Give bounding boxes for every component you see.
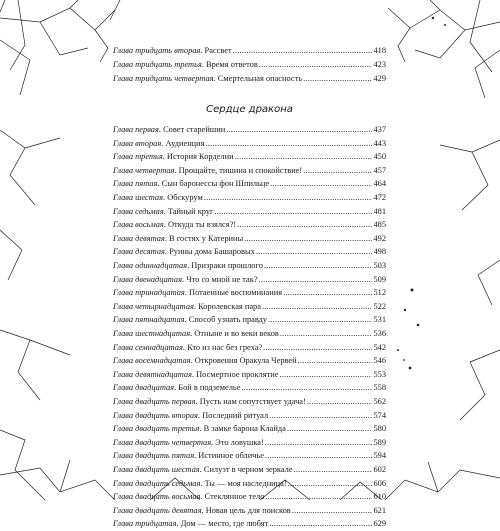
toc-entry[interactable] bbox=[113, 395, 386, 409]
chapter-title: . Совет старейшин bbox=[158, 125, 226, 134]
page-number: 492 bbox=[373, 233, 386, 243]
chapter-label: Глава четвертая bbox=[113, 165, 175, 175]
chapter-label: Глава девятая bbox=[113, 233, 165, 243]
chapter-title: . Руины дома Башаровых bbox=[164, 247, 255, 257]
toc-entry[interactable] bbox=[113, 490, 386, 504]
toc-entry[interactable] bbox=[113, 218, 386, 232]
page-number: 423 bbox=[373, 60, 386, 69]
leader-dots bbox=[265, 436, 373, 450]
chapter-title: . Обскурум bbox=[163, 193, 203, 202]
chapter-title: . Это ловушка! bbox=[211, 437, 264, 447]
toc-entry[interactable] bbox=[113, 245, 386, 259]
leader-dots bbox=[270, 177, 372, 191]
toc-entry[interactable] bbox=[113, 504, 386, 518]
chapter-title: . Новая цель для поисков bbox=[201, 505, 291, 515]
toc-entry[interactable] bbox=[113, 232, 386, 246]
page-number: 621 bbox=[373, 505, 386, 515]
section-title: Сердце дракона bbox=[206, 104, 293, 115]
leader-dots bbox=[264, 259, 373, 273]
chapter-title: . Силуэт в черном зеркале bbox=[199, 465, 293, 474]
toc-entry[interactable] bbox=[113, 205, 386, 219]
chapter-label: Глава двадцать вторая bbox=[113, 410, 198, 420]
leader-dots bbox=[235, 150, 373, 164]
chapter-title: . Сын баронессы фон Шпильце bbox=[157, 179, 270, 189]
chapter-title: . Отныне и во веки веков bbox=[190, 329, 279, 338]
page-number: 457 bbox=[373, 165, 386, 175]
chapter-title: . Королевская пара bbox=[193, 301, 261, 311]
toc-entry[interactable] bbox=[113, 286, 386, 300]
toc-entry[interactable] bbox=[113, 164, 386, 178]
leader-dots bbox=[280, 327, 373, 341]
chapter-label: Глава тридцать вторая bbox=[113, 46, 201, 55]
page-number: 429 bbox=[373, 74, 386, 83]
chapter-label: Глава третья bbox=[113, 152, 163, 162]
chapter-label: Глава двенадцатая bbox=[113, 274, 182, 284]
leader-dots bbox=[288, 477, 373, 491]
leader-dots bbox=[256, 245, 373, 259]
toc-entry[interactable] bbox=[113, 273, 386, 287]
page-number: 589 bbox=[373, 437, 386, 447]
page-number: 418 bbox=[373, 46, 386, 55]
page-number: 503 bbox=[373, 261, 386, 270]
chapter-label: Глава двадцать третья bbox=[113, 424, 200, 434]
toc-entry[interactable] bbox=[113, 341, 386, 355]
toc-entry[interactable] bbox=[113, 449, 386, 463]
chapter-title: . Призраки прошлого bbox=[187, 261, 263, 270]
chapter-label: Глава вторая bbox=[113, 138, 162, 148]
leader-dots bbox=[206, 137, 373, 151]
page-number: 546 bbox=[373, 356, 386, 366]
toc-entry[interactable] bbox=[113, 354, 386, 368]
toc-entry[interactable] bbox=[113, 177, 386, 191]
page-number: 512 bbox=[373, 288, 386, 298]
leader-dots bbox=[283, 286, 372, 300]
leader-dots bbox=[307, 395, 373, 409]
chapter-label: Глава шестая bbox=[113, 193, 163, 202]
page-number: 542 bbox=[373, 342, 386, 352]
chapter-label: Глава пятнадцатая bbox=[113, 315, 185, 325]
chapter-label: Глава первая bbox=[113, 125, 159, 134]
leader-dots bbox=[244, 232, 372, 246]
page-number: 443 bbox=[373, 138, 386, 148]
toc-entry[interactable] bbox=[113, 259, 386, 273]
chapter-title: . Откровения Оракула Червей bbox=[190, 356, 297, 366]
chapter-label: Глава восемнадцатая bbox=[113, 356, 191, 366]
toc-entry[interactable] bbox=[113, 517, 386, 531]
toc-entry[interactable] bbox=[113, 137, 386, 151]
toc-entry[interactable] bbox=[113, 44, 386, 58]
chapter-title: . Бой в подземелье bbox=[174, 383, 241, 393]
toc-entry[interactable] bbox=[113, 422, 386, 436]
chapter-title: . Дом — место, где любят bbox=[176, 519, 269, 529]
toc-entry[interactable] bbox=[113, 191, 386, 205]
chapter-label: Глава двадцать шестая bbox=[113, 465, 200, 474]
chapter-title: . Последний ритуал bbox=[197, 410, 269, 420]
chapter-label: Глава двадцать восьмая bbox=[113, 492, 201, 502]
toc-entry[interactable] bbox=[113, 368, 386, 382]
chapter-title: . В гостях у Катерины bbox=[164, 233, 244, 243]
page-number: 610 bbox=[373, 492, 386, 502]
chapter-title: . Потаенные воспоминания bbox=[184, 288, 283, 298]
leader-dots bbox=[226, 123, 372, 137]
chapter-title: . История Корделии bbox=[162, 152, 234, 162]
page-number: 553 bbox=[373, 369, 386, 379]
page-number: 509 bbox=[373, 274, 386, 284]
chapter-label: Глава двадцать пятая bbox=[113, 451, 195, 461]
chapter-title: . Время ответов bbox=[201, 60, 258, 69]
chapter-label: Глава тридцатая bbox=[113, 519, 177, 529]
page-number: 531 bbox=[373, 315, 386, 325]
chapter-label: Глава двадцать седьмая bbox=[113, 478, 201, 488]
chapter-label: Глава одиннадцатая bbox=[113, 261, 188, 270]
leader-dots bbox=[263, 341, 372, 355]
page-number: 481 bbox=[373, 206, 386, 216]
chapter-title: . Откуда ты взялся?! bbox=[163, 220, 237, 230]
page-number: 606 bbox=[373, 478, 386, 488]
leader-dots bbox=[233, 44, 373, 58]
chapter-label: Глава пятая bbox=[113, 179, 158, 189]
chapter-title: . Истинное обличье bbox=[194, 451, 264, 461]
toc-entry[interactable] bbox=[113, 72, 386, 86]
page-number: 437 bbox=[373, 125, 386, 134]
chapter-title: . Пусть нам сопутствует удача! bbox=[195, 397, 306, 406]
chapter-title: . Прощайте, тишина и спокойствие! bbox=[174, 165, 303, 175]
page-number: 602 bbox=[373, 465, 386, 474]
page-number: 498 bbox=[373, 247, 386, 257]
page-number: 472 bbox=[373, 193, 386, 202]
chapter-title: . В замке барона Клайда bbox=[199, 424, 286, 434]
page-number: 464 bbox=[373, 179, 386, 189]
chapter-title: . Что со мной не так? bbox=[182, 274, 258, 284]
chapter-title: . Посмертное проклятие bbox=[191, 369, 279, 379]
page-number: 450 bbox=[373, 152, 386, 162]
toc-entry[interactable] bbox=[113, 463, 386, 477]
chapter-label: Глава тридцать четвертая bbox=[113, 74, 214, 83]
leader-dots bbox=[279, 368, 372, 382]
leader-dots bbox=[262, 300, 372, 314]
page-number: 558 bbox=[373, 383, 386, 393]
chapter-label: Глава двадцать первая bbox=[113, 397, 196, 406]
leader-dots bbox=[241, 381, 372, 395]
toc-entry[interactable] bbox=[113, 313, 386, 327]
page-number: 536 bbox=[373, 329, 386, 338]
chapter-label: Глава десятая bbox=[113, 247, 165, 257]
toc-entry[interactable] bbox=[113, 327, 386, 341]
chapter-label: Глава семнадцатая bbox=[113, 342, 183, 352]
leader-dots bbox=[265, 490, 372, 504]
leader-dots bbox=[265, 449, 373, 463]
leader-dots bbox=[294, 463, 373, 477]
leader-dots bbox=[269, 517, 372, 531]
page-number: 580 bbox=[373, 424, 386, 434]
toc-entry[interactable] bbox=[113, 300, 386, 314]
chapter-label: Глава двадцать девятая bbox=[113, 505, 202, 515]
chapter-title: . Способ узнать правду bbox=[184, 315, 268, 325]
leader-dots bbox=[259, 273, 373, 287]
page-number: 522 bbox=[373, 301, 386, 311]
leader-dots bbox=[214, 205, 372, 219]
leader-dots bbox=[292, 504, 373, 518]
leader-dots bbox=[269, 409, 372, 423]
toc-entry[interactable] bbox=[113, 381, 386, 395]
chapter-title: . Кто из нас без греха? bbox=[182, 342, 263, 352]
toc-entry[interactable] bbox=[113, 477, 386, 491]
toc-entry[interactable] bbox=[113, 409, 386, 423]
page-number: 485 bbox=[373, 220, 386, 230]
chapter-label: Глава двадцать четвертая bbox=[113, 437, 212, 447]
toc-entry[interactable] bbox=[113, 436, 386, 450]
page-number: 594 bbox=[373, 451, 386, 461]
chapter-label: Глава двадцатая bbox=[113, 383, 175, 393]
leader-dots bbox=[268, 313, 372, 327]
page-number: 562 bbox=[373, 397, 386, 406]
chapter-label: Глава восьмая bbox=[113, 220, 164, 230]
leader-dots bbox=[204, 191, 373, 205]
toc-entry[interactable] bbox=[113, 123, 386, 137]
chapter-title: . Аудиенция bbox=[161, 138, 205, 148]
toc-entry[interactable] bbox=[113, 58, 386, 72]
leader-dots bbox=[287, 422, 373, 436]
chapter-title: . Рассвет bbox=[200, 46, 232, 55]
chapter-title: . Смертельная опасность bbox=[213, 74, 303, 83]
chapter-label: Глава четырнадцатая bbox=[113, 301, 194, 311]
leader-dots bbox=[237, 218, 372, 232]
leader-dots bbox=[303, 164, 372, 178]
leader-dots bbox=[298, 354, 373, 368]
table-of-contents bbox=[113, 44, 386, 529]
chapter-title: . Тайный круг bbox=[163, 206, 214, 216]
page-number: 629 bbox=[373, 519, 386, 529]
leader-dots bbox=[259, 58, 373, 72]
chapter-title: . Ты — моя наследница! bbox=[200, 478, 287, 488]
toc-entry[interactable] bbox=[113, 150, 386, 164]
chapter-label: Глава девятнадцатая bbox=[113, 369, 192, 379]
chapter-label: Глава тринадцатая bbox=[113, 288, 185, 298]
chapter-label: Глава тридцать третья bbox=[113, 60, 202, 69]
chapter-label: Глава седьмая bbox=[113, 206, 164, 216]
leader-dots bbox=[303, 72, 372, 86]
page-number: 574 bbox=[373, 410, 386, 420]
chapter-label: Глава шестнадцатая bbox=[113, 329, 191, 338]
chapter-title: . Стеклянное тело bbox=[200, 492, 265, 502]
